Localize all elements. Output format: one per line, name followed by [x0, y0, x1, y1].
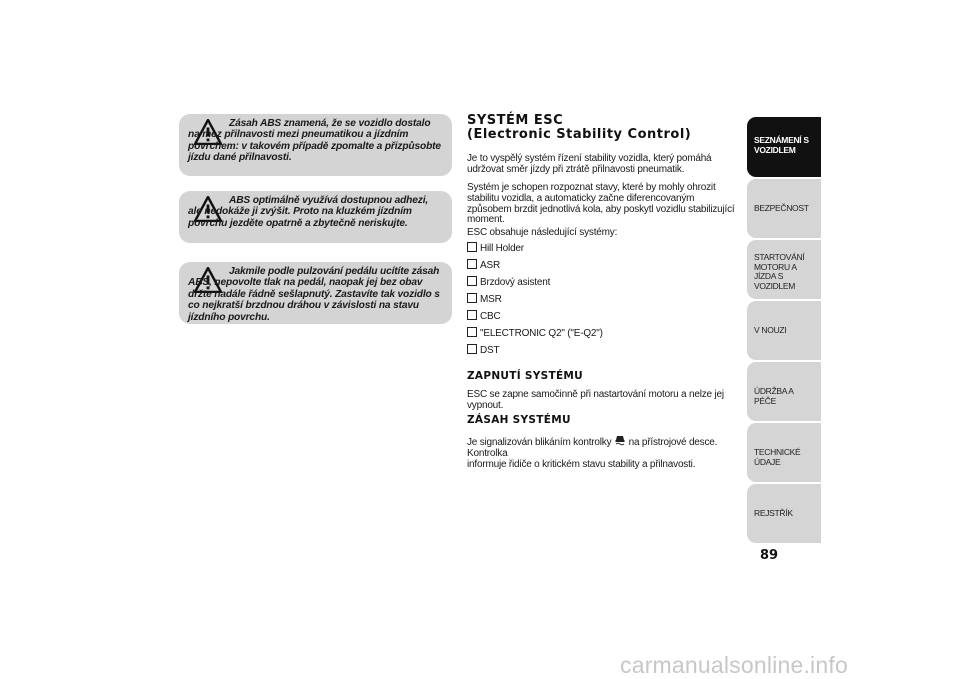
- warning-box-abs-adhesion: [179, 191, 452, 243]
- watermark: carmanualsonline.info: [620, 652, 848, 678]
- checkbox-bullet-icon: [467, 310, 477, 320]
- section-title-line1: SYSTÉM ESC: [467, 113, 564, 128]
- list-item: CBC: [467, 310, 739, 323]
- list-item: DST: [467, 344, 739, 357]
- checkbox-bullet-icon: [467, 259, 477, 269]
- checkbox-bullet-icon: [467, 276, 477, 286]
- list-item: Brzdový asistent: [467, 276, 739, 289]
- paragraph-activation: ESC se zapne samočinně při nastartování motoru a nelze jej vypnout.: [467, 389, 724, 411]
- section-title-line2: (Electronic Stability Control): [467, 127, 692, 142]
- warning-box-abs-pedal: [179, 262, 452, 324]
- warning-text: Jakmile podle pulzování pedálu ucítíte zásah ABS, nepovolte tlak na pedál, naopak jej bez obav držte nadále řádně sešlapnutý. Zastavíte tak vozidlo s co nejkratší brzdnou dráhou v závislosti na stavu jízdního povrchu.: [188, 266, 440, 323]
- list-item: Hill Holder: [467, 242, 739, 255]
- tab-seznameni-s-vozidlem[interactable]: [747, 117, 821, 177]
- tab-label: SEZNÁMENÍ S VOZIDLEM: [754, 135, 809, 155]
- esc-warning-lamp-icon: [614, 435, 626, 446]
- list-item: "ELECTRONIC Q2" ("E-Q2"): [467, 327, 739, 340]
- tab-label: V NOUZI: [754, 325, 787, 335]
- checkbox-bullet-icon: [467, 344, 477, 354]
- list-item: MSR: [467, 293, 739, 306]
- tab-label: TECHNICKÉ ÚDAJE: [754, 447, 801, 467]
- subheading-intervention: ZÁSAH SYSTÉMU: [467, 414, 571, 426]
- page-number: 89: [760, 548, 779, 563]
- tab-technicke-udaje[interactable]: [747, 423, 821, 482]
- tab-bezpecnost[interactable]: [747, 179, 821, 238]
- tab-v-nouzi[interactable]: [747, 301, 821, 360]
- tab-rejstrik[interactable]: [747, 484, 821, 543]
- paragraph-intervention: Je signalizován blikáním kontrolky na přístrojové desce. Kontrolka informuje řidiče o kritickém stavu stability a přilnavosti.: [467, 437, 718, 470]
- tab-label: REJSTŘÍK: [754, 508, 793, 518]
- checkbox-bullet-icon: [467, 293, 477, 303]
- warning-text: ABS optimálně využívá dostupnou adhezi, ale nedokáže ji zvýšit. Proto na kluzkém jízdním povrchu jezděte opatrně a zbytečně neriskujte.: [188, 195, 429, 229]
- warning-box-abs-limit: [179, 114, 452, 176]
- section-title: [467, 114, 739, 142]
- tab-label: ÚDRŽBA A PÉČE: [754, 386, 794, 406]
- paragraph-intro: Je to vyspělý systém řízení stability vozidla, který pomáhá udržovat směr jízdy při ztrátě přilnavosti pneumatik.: [467, 153, 712, 175]
- list-item: ASR: [467, 259, 739, 272]
- paragraph-list-intro: ESC obsahuje následující systémy:: [467, 227, 618, 238]
- checkbox-bullet-icon: [467, 327, 477, 337]
- tab-label: BEZPEČNOST: [754, 203, 809, 213]
- tab-udrzba-a-pece[interactable]: [747, 362, 821, 421]
- warning-text: Zásah ABS znamená, že se vozidlo dostalo na mez přilnavosti mezi pneumatikou a jízdním povrchem: v takovém případě zpomalte a přizpůsobte jízdu dané přilnavosti.: [188, 118, 441, 164]
- paragraph-detection: Systém je schopen rozpoznat stavy, které by mohly ohrozit stabilitu vozidla, a automaticky začne diferencovaným způsobem brzdit jednotlivá kola, aby poskytl vozidlu stabilizující moment.: [467, 182, 735, 226]
- checkbox-bullet-icon: [467, 242, 477, 252]
- subheading-activation: ZAPNUTÍ SYSTÉMU: [467, 370, 584, 382]
- tab-label: STARTOVÁNÍ MOTORU A JÍZDA S VOZIDLEM: [754, 252, 805, 291]
- tab-startovani[interactable]: [747, 240, 821, 299]
